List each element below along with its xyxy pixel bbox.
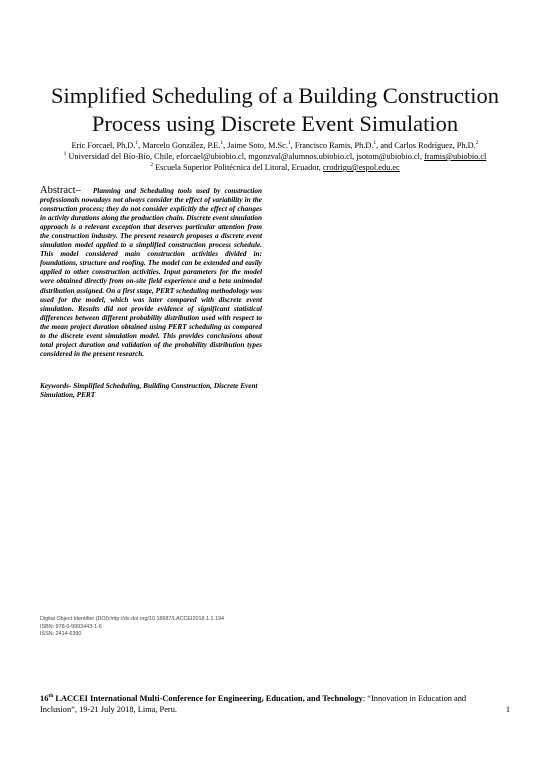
isbn-line: ISBN: 978-0-9993443-1-6 bbox=[40, 623, 102, 630]
author-name: Jaime Soto, M.Sc. bbox=[227, 141, 288, 150]
author-affiliation-mark: 1 bbox=[287, 140, 291, 147]
conference-theme: : “Innovation in Education and bbox=[362, 694, 467, 703]
affiliation-text: Universidad del Bío-Bío, Chile, eforcael@ubiobio.cl, mgonzval@alumnos.ubiobio.cl, jsotom@ubiobio.cl, bbox=[68, 152, 425, 161]
author-name: Eric Forcael, Ph.D. bbox=[71, 141, 136, 150]
author-affiliation-mark: 1 bbox=[135, 140, 139, 147]
author-affiliation-mark: 1 bbox=[373, 140, 377, 147]
email-link[interactable]: crodrigu@espol.edu.ec bbox=[322, 163, 400, 172]
author-affiliation-mark: 1 bbox=[220, 140, 224, 147]
author-list: Eric Forcael, Ph.D.$^1$, Marcelo González, P.E.$^1$, Jaime Soto, M.Sc.$^1$, Francisco Ramis, Ph.D.$^1$, and Carlos Rodríguez, Ph.D.$^2$ bbox=[71, 140, 479, 150]
abstract-text: Planning and Scheduling tools used by construction professionals nowadays not always consider the effect of variability in the construction process; they do not consider explicitly the effect of changes in activity durations along the production chain. Discrete event simulation approach is a relevant exception that deserves particular attention from the construction industry. The present research proposes a discrete event simulation model applied to a simplified construction process schedule. This model considered main construction activities divided in: foundations, structure and roofing. The model can be extended and easily applied to other construction activities. Input parameters for the model were obtained directly from on-site field experience and a beta unimodal distribution assigned. On a first stage, PERT scheduling methodology was used for the model, which was later compared with discrete event simulation. Results did not provide evidence of significant statistical differences between different probability distribution used with respect to the mean project duration obtained using PERT scheduling as compared to the discrete event simulation model. This provides conclusions about total project duration and validation of the probability distribution types considered in the present research. bbox=[40, 187, 262, 358]
footnote bbox=[40, 616, 300, 639]
conference-name: 16th LACCEI International Multi-Conference for Engineering, Education, and Technology bbox=[40, 693, 363, 703]
issn-line: ISSN: 2414-6390 bbox=[40, 631, 82, 638]
conference-footer bbox=[40, 693, 510, 715]
page-number: 1 bbox=[505, 705, 510, 714]
affiliation-mark: 1 bbox=[63, 151, 67, 158]
affiliation-2 bbox=[20, 163, 530, 174]
doi-line: Digital Object Identifier (DOI):http://dx.doi.org/10.18687/LACCEI2018.1.1.194 bbox=[40, 616, 224, 622]
email-link[interactable]: framis@ubiobio.cl bbox=[424, 152, 487, 161]
author-name: Marcelo González, P.E. bbox=[142, 141, 221, 150]
author-name: Francisco Ramis, Ph.D. bbox=[294, 141, 374, 150]
affiliation-mark: 2 bbox=[150, 162, 154, 169]
paper-title: Simplified Scheduling of a Building Construction Process using Discrete Event Simulation bbox=[50, 83, 500, 136]
affiliation-1 bbox=[20, 152, 530, 163]
abstract bbox=[40, 186, 262, 359]
conference-theme-continued: Inclusion”, 19-21 July 2018, Lima, Peru. bbox=[40, 705, 178, 714]
author-name: and Carlos Rodríguez, Ph.D. bbox=[380, 141, 476, 150]
author-affiliation-mark: 2 bbox=[475, 140, 479, 147]
affiliation-text: Escuela Superior Politécnica del Litoral, Ecuador, bbox=[155, 163, 323, 172]
keywords: Keywords- Simplified Scheduling, Building Construction, Discrete Event Simulation, PERT bbox=[40, 382, 258, 400]
abstract-label: Abstract– bbox=[40, 185, 81, 196]
